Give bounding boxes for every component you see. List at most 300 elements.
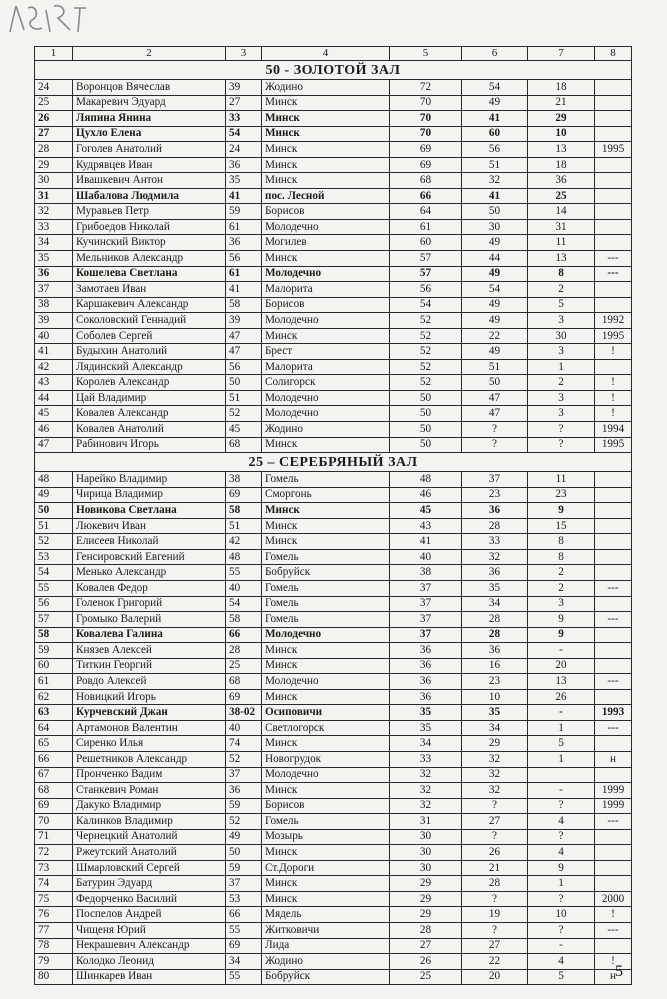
year-note-cell bbox=[595, 487, 632, 503]
age-cell: 58 bbox=[226, 297, 262, 313]
table-row bbox=[35, 612, 632, 628]
score-col7-cell: 9 bbox=[528, 612, 595, 628]
age-cell: 37 bbox=[226, 767, 262, 783]
score-col5-cell: 50 bbox=[390, 390, 462, 406]
city-cell: Минск bbox=[262, 876, 390, 892]
column-number-cell: 7 bbox=[528, 47, 595, 61]
score-col5-cell: 70 bbox=[390, 95, 462, 111]
row-number-cell: 64 bbox=[35, 720, 73, 736]
score-col5-cell: 34 bbox=[390, 736, 462, 752]
handwritten-scribble bbox=[6, 2, 116, 36]
age-cell: 49 bbox=[226, 829, 262, 845]
score-col6-cell: 47 bbox=[462, 406, 528, 422]
score-col5-cell: 25 bbox=[390, 969, 462, 985]
score-col5-cell: 60 bbox=[390, 235, 462, 251]
year-note-cell: 1995 bbox=[595, 437, 632, 453]
score-col6-cell: 21 bbox=[462, 860, 528, 876]
city-cell: пос. Лесной bbox=[262, 188, 390, 204]
table-row bbox=[35, 534, 632, 550]
section-title: 50 - ЗОЛОТОЙ ЗАЛ bbox=[35, 61, 632, 80]
age-cell: 36 bbox=[226, 157, 262, 173]
score-col7-cell: 10 bbox=[528, 126, 595, 142]
age-cell: 58 bbox=[226, 612, 262, 628]
score-col5-cell: 48 bbox=[390, 472, 462, 488]
age-cell: 47 bbox=[226, 328, 262, 344]
score-col6-cell: ? bbox=[462, 922, 528, 938]
year-note-cell bbox=[595, 204, 632, 220]
score-col6-cell: 20 bbox=[462, 969, 528, 985]
score-col5-cell: 54 bbox=[390, 297, 462, 313]
row-number-cell: 32 bbox=[35, 204, 73, 220]
score-col5-cell: 36 bbox=[390, 643, 462, 659]
table-row bbox=[35, 503, 632, 519]
city-cell: Минск bbox=[262, 95, 390, 111]
score-col5-cell: 40 bbox=[390, 549, 462, 565]
table-row bbox=[35, 126, 632, 142]
column-number-cell: 2 bbox=[73, 47, 226, 61]
participant-name-cell: Батурин Эдуард bbox=[73, 876, 226, 892]
table-row bbox=[35, 328, 632, 344]
row-number-cell: 79 bbox=[35, 954, 73, 970]
score-col6-cell: ? bbox=[462, 422, 528, 438]
participant-name-cell: Грибоедов Николай bbox=[73, 219, 226, 235]
year-note-cell: --- bbox=[595, 266, 632, 282]
score-col5-cell: 46 bbox=[390, 487, 462, 503]
year-note-cell bbox=[595, 534, 632, 550]
row-number-cell: 36 bbox=[35, 266, 73, 282]
age-cell: 69 bbox=[226, 487, 262, 503]
score-col7-cell: 18 bbox=[528, 157, 595, 173]
score-col7-cell: - bbox=[528, 643, 595, 659]
row-number-cell: 67 bbox=[35, 767, 73, 783]
row-number-cell: 78 bbox=[35, 938, 73, 954]
table-row bbox=[35, 627, 632, 643]
age-cell: 59 bbox=[226, 204, 262, 220]
score-col6-cell: 50 bbox=[462, 375, 528, 391]
table-row bbox=[35, 472, 632, 488]
year-note-cell bbox=[595, 736, 632, 752]
score-col6-cell: 32 bbox=[462, 549, 528, 565]
row-number-cell: 58 bbox=[35, 627, 73, 643]
column-number-header bbox=[35, 47, 632, 61]
row-number-cell: 55 bbox=[35, 580, 73, 596]
age-cell: 27 bbox=[226, 95, 262, 111]
participant-name-cell: Ивашкевич Антон bbox=[73, 173, 226, 189]
participant-name-cell: Люкевич Иван bbox=[73, 518, 226, 534]
age-cell: 48 bbox=[226, 549, 262, 565]
age-cell: 68 bbox=[226, 437, 262, 453]
score-col5-cell: 72 bbox=[390, 80, 462, 96]
score-col5-cell: 36 bbox=[390, 689, 462, 705]
column-number-cell: 3 bbox=[226, 47, 262, 61]
table-row bbox=[35, 658, 632, 674]
score-col7-cell: 2 bbox=[528, 580, 595, 596]
row-number-cell: 76 bbox=[35, 907, 73, 923]
year-note-cell: ! bbox=[595, 375, 632, 391]
city-cell: Минск bbox=[262, 891, 390, 907]
table-row bbox=[35, 814, 632, 830]
row-number-cell: 54 bbox=[35, 565, 73, 581]
age-cell: 69 bbox=[226, 938, 262, 954]
age-cell: 74 bbox=[226, 736, 262, 752]
score-col5-cell: 37 bbox=[390, 580, 462, 596]
score-col7-cell: 3 bbox=[528, 313, 595, 329]
table-row bbox=[35, 954, 632, 970]
age-cell: 59 bbox=[226, 860, 262, 876]
row-number-cell: 68 bbox=[35, 783, 73, 799]
year-note-cell bbox=[595, 860, 632, 876]
row-number-cell: 69 bbox=[35, 798, 73, 814]
score-col7-cell: 2 bbox=[528, 282, 595, 298]
score-col6-cell: 41 bbox=[462, 188, 528, 204]
score-col7-cell: 23 bbox=[528, 487, 595, 503]
score-col5-cell: 52 bbox=[390, 344, 462, 360]
table-row bbox=[35, 95, 632, 111]
score-col6-cell: 49 bbox=[462, 297, 528, 313]
city-cell: Ст.Дороги bbox=[262, 860, 390, 876]
score-col5-cell: 36 bbox=[390, 658, 462, 674]
score-col5-cell: 29 bbox=[390, 907, 462, 923]
city-cell: Минск bbox=[262, 126, 390, 142]
score-col5-cell: 32 bbox=[390, 783, 462, 799]
year-note-cell bbox=[595, 689, 632, 705]
score-col6-cell: 49 bbox=[462, 235, 528, 251]
row-number-cell: 60 bbox=[35, 658, 73, 674]
score-col5-cell: 57 bbox=[390, 266, 462, 282]
participant-name-cell: Новицкий Игорь bbox=[73, 689, 226, 705]
city-cell: Осиповичи bbox=[262, 705, 390, 721]
participant-name-cell: Федорченко Василий bbox=[73, 891, 226, 907]
score-col7-cell: 30 bbox=[528, 328, 595, 344]
table-row bbox=[35, 422, 632, 438]
row-number-cell: 35 bbox=[35, 251, 73, 267]
row-number-cell: 56 bbox=[35, 596, 73, 612]
year-note-cell bbox=[595, 627, 632, 643]
score-col5-cell: 29 bbox=[390, 876, 462, 892]
score-col5-cell: 33 bbox=[390, 751, 462, 767]
participant-name-cell: Князев Алексей bbox=[73, 643, 226, 659]
age-cell: 68 bbox=[226, 674, 262, 690]
score-col7-cell: 5 bbox=[528, 736, 595, 752]
score-col5-cell: 69 bbox=[390, 157, 462, 173]
score-col6-cell: 49 bbox=[462, 313, 528, 329]
participant-name-cell: Титкин Георгий bbox=[73, 658, 226, 674]
year-note-cell: ! bbox=[595, 954, 632, 970]
row-number-cell: 26 bbox=[35, 111, 73, 127]
city-cell: Жодино bbox=[262, 954, 390, 970]
participant-name-cell: Сиренко Илья bbox=[73, 736, 226, 752]
score-col5-cell: 43 bbox=[390, 518, 462, 534]
score-col5-cell: 69 bbox=[390, 142, 462, 158]
table-row bbox=[35, 783, 632, 799]
year-note-cell bbox=[595, 95, 632, 111]
year-note-cell bbox=[595, 297, 632, 313]
score-col7-cell: 1 bbox=[528, 720, 595, 736]
participant-name-cell: Каршакевич Александр bbox=[73, 297, 226, 313]
table-row bbox=[35, 580, 632, 596]
table-row bbox=[35, 313, 632, 329]
participant-name-cell: Елисеев Николай bbox=[73, 534, 226, 550]
score-col6-cell: 23 bbox=[462, 487, 528, 503]
score-col6-cell: 19 bbox=[462, 907, 528, 923]
table-row bbox=[35, 282, 632, 298]
row-number-cell: 77 bbox=[35, 922, 73, 938]
row-number-cell: 29 bbox=[35, 157, 73, 173]
table-row bbox=[35, 157, 632, 173]
age-cell: 36 bbox=[226, 235, 262, 251]
column-number-cell: 1 bbox=[35, 47, 73, 61]
age-cell: 52 bbox=[226, 751, 262, 767]
year-note-cell: --- bbox=[595, 674, 632, 690]
score-col7-cell: - bbox=[528, 783, 595, 799]
age-cell: 37 bbox=[226, 876, 262, 892]
participant-name-cell: Ляпина Янина bbox=[73, 111, 226, 127]
year-note-cell bbox=[595, 157, 632, 173]
score-col7-cell: 1 bbox=[528, 359, 595, 375]
year-note-cell: ! bbox=[595, 907, 632, 923]
row-number-cell: 31 bbox=[35, 188, 73, 204]
section-header bbox=[35, 61, 632, 80]
city-cell: Минск bbox=[262, 518, 390, 534]
row-number-cell: 57 bbox=[35, 612, 73, 628]
score-col7-cell: 4 bbox=[528, 845, 595, 861]
score-col7-cell: 13 bbox=[528, 142, 595, 158]
year-note-cell bbox=[595, 235, 632, 251]
table-row bbox=[35, 344, 632, 360]
city-cell: Солигорск bbox=[262, 375, 390, 391]
city-cell: Молодечно bbox=[262, 406, 390, 422]
age-cell: 51 bbox=[226, 518, 262, 534]
score-col5-cell: 52 bbox=[390, 375, 462, 391]
table-row bbox=[35, 891, 632, 907]
table-row bbox=[35, 860, 632, 876]
score-col7-cell: 25 bbox=[528, 188, 595, 204]
score-col5-cell: 27 bbox=[390, 938, 462, 954]
city-cell: Молодечно bbox=[262, 219, 390, 235]
year-note-cell: ! bbox=[595, 406, 632, 422]
row-number-cell: 63 bbox=[35, 705, 73, 721]
age-cell: 61 bbox=[226, 219, 262, 235]
participant-name-cell: Шабалова Людмила bbox=[73, 188, 226, 204]
row-number-cell: 41 bbox=[35, 344, 73, 360]
table-row bbox=[35, 565, 632, 581]
score-col6-cell: 51 bbox=[462, 359, 528, 375]
score-col5-cell: 30 bbox=[390, 845, 462, 861]
score-col7-cell: 15 bbox=[528, 518, 595, 534]
participant-name-cell: Поспелов Андрей bbox=[73, 907, 226, 923]
row-number-cell: 30 bbox=[35, 173, 73, 189]
score-col7-cell: 8 bbox=[528, 266, 595, 282]
score-col6-cell: 56 bbox=[462, 142, 528, 158]
city-cell: Гомель bbox=[262, 596, 390, 612]
score-col6-cell: 32 bbox=[462, 173, 528, 189]
score-col6-cell: 27 bbox=[462, 938, 528, 954]
year-note-cell: 1999 bbox=[595, 798, 632, 814]
score-col6-cell: 54 bbox=[462, 282, 528, 298]
participant-name-cell: Мельников Александр bbox=[73, 251, 226, 267]
city-cell: Гомель bbox=[262, 580, 390, 596]
table-row bbox=[35, 689, 632, 705]
score-col5-cell: 57 bbox=[390, 251, 462, 267]
score-col6-cell: 60 bbox=[462, 126, 528, 142]
row-number-cell: 65 bbox=[35, 736, 73, 752]
city-cell: Бобруйск bbox=[262, 565, 390, 581]
city-cell: Борисов bbox=[262, 798, 390, 814]
results-table bbox=[34, 46, 632, 985]
row-number-cell: 39 bbox=[35, 313, 73, 329]
table-row bbox=[35, 549, 632, 565]
table-row bbox=[35, 266, 632, 282]
participant-name-cell: Генсировский Евгений bbox=[73, 549, 226, 565]
score-col6-cell: 32 bbox=[462, 767, 528, 783]
score-col6-cell: 28 bbox=[462, 627, 528, 643]
row-number-cell: 44 bbox=[35, 390, 73, 406]
city-cell: Минск bbox=[262, 142, 390, 158]
year-note-cell: --- bbox=[595, 251, 632, 267]
city-cell: Борисов bbox=[262, 297, 390, 313]
row-number-cell: 51 bbox=[35, 518, 73, 534]
score-col6-cell: 28 bbox=[462, 518, 528, 534]
age-cell: 54 bbox=[226, 126, 262, 142]
participant-name-cell: Некрашевич Александр bbox=[73, 938, 226, 954]
score-col7-cell: 11 bbox=[528, 472, 595, 488]
score-col6-cell: 10 bbox=[462, 689, 528, 705]
score-col7-cell: 26 bbox=[528, 689, 595, 705]
table-row bbox=[35, 111, 632, 127]
score-col6-cell: 34 bbox=[462, 720, 528, 736]
table-row bbox=[35, 736, 632, 752]
row-number-cell: 75 bbox=[35, 891, 73, 907]
year-note-cell bbox=[595, 219, 632, 235]
row-number-cell: 70 bbox=[35, 814, 73, 830]
age-cell: 25 bbox=[226, 658, 262, 674]
age-cell: 66 bbox=[226, 627, 262, 643]
year-note-cell: н bbox=[595, 969, 632, 985]
score-col6-cell: 33 bbox=[462, 534, 528, 550]
city-cell: Борисов bbox=[262, 204, 390, 220]
age-cell: 58 bbox=[226, 503, 262, 519]
year-note-cell: ! bbox=[595, 344, 632, 360]
age-cell: 56 bbox=[226, 359, 262, 375]
city-cell: Светлогорск bbox=[262, 720, 390, 736]
table-row bbox=[35, 798, 632, 814]
score-col5-cell: 52 bbox=[390, 313, 462, 329]
score-col6-cell: 29 bbox=[462, 736, 528, 752]
score-col6-cell: 32 bbox=[462, 751, 528, 767]
score-col5-cell: 37 bbox=[390, 596, 462, 612]
score-col5-cell: 56 bbox=[390, 282, 462, 298]
table-row bbox=[35, 80, 632, 96]
city-cell: Минск bbox=[262, 736, 390, 752]
year-note-cell bbox=[595, 658, 632, 674]
city-cell: Молодечно bbox=[262, 767, 390, 783]
city-cell: Гомель bbox=[262, 472, 390, 488]
participant-name-cell: Рабинович Игорь bbox=[73, 437, 226, 453]
city-cell: Минск bbox=[262, 173, 390, 189]
score-col7-cell: ? bbox=[528, 829, 595, 845]
score-col7-cell: ? bbox=[528, 798, 595, 814]
score-col7-cell: 4 bbox=[528, 954, 595, 970]
participant-name-cell: Курчевский Джан bbox=[73, 705, 226, 721]
participant-name-cell: Замотаев Иван bbox=[73, 282, 226, 298]
score-col6-cell: ? bbox=[462, 829, 528, 845]
score-col7-cell: 3 bbox=[528, 596, 595, 612]
age-cell: 39 bbox=[226, 313, 262, 329]
score-col6-cell: 47 bbox=[462, 390, 528, 406]
age-cell: 50 bbox=[226, 845, 262, 861]
participant-name-cell: Колодко Леонид bbox=[73, 954, 226, 970]
table-row bbox=[35, 173, 632, 189]
score-col7-cell: 9 bbox=[528, 503, 595, 519]
participant-name-cell: Артамонов Валентин bbox=[73, 720, 226, 736]
city-cell: Молодечно bbox=[262, 390, 390, 406]
score-col6-cell: 49 bbox=[462, 95, 528, 111]
participant-name-cell: Соболев Сергей bbox=[73, 328, 226, 344]
participant-name-cell: Ковалев Анатолий bbox=[73, 422, 226, 438]
row-number-cell: 33 bbox=[35, 219, 73, 235]
participant-name-cell: Лядинский Александр bbox=[73, 359, 226, 375]
participant-name-cell: Станкевич Роман bbox=[73, 783, 226, 799]
score-col5-cell: 68 bbox=[390, 173, 462, 189]
table-row bbox=[35, 375, 632, 391]
score-col7-cell: 18 bbox=[528, 80, 595, 96]
age-cell: 45 bbox=[226, 422, 262, 438]
year-note-cell: 1993 bbox=[595, 705, 632, 721]
row-number-cell: 25 bbox=[35, 95, 73, 111]
score-col6-cell: 23 bbox=[462, 674, 528, 690]
score-col6-cell: 36 bbox=[462, 565, 528, 581]
table-row bbox=[35, 188, 632, 204]
participant-name-cell: Воронцов Вячеслав bbox=[73, 80, 226, 96]
participant-name-cell: Кучинский Виктор bbox=[73, 235, 226, 251]
participant-name-cell: Ровдо Алексей bbox=[73, 674, 226, 690]
score-col6-cell: 36 bbox=[462, 643, 528, 659]
age-cell: 38-02 bbox=[226, 705, 262, 721]
score-col5-cell: 61 bbox=[390, 219, 462, 235]
year-note-cell: 1999 bbox=[595, 783, 632, 799]
score-col7-cell: - bbox=[528, 938, 595, 954]
score-col6-cell: 26 bbox=[462, 845, 528, 861]
participant-name-cell: Чернецкий Анатолий bbox=[73, 829, 226, 845]
score-col5-cell: 37 bbox=[390, 612, 462, 628]
score-col6-cell: 44 bbox=[462, 251, 528, 267]
score-col6-cell: ? bbox=[462, 891, 528, 907]
score-col5-cell: 70 bbox=[390, 126, 462, 142]
year-note-cell bbox=[595, 643, 632, 659]
row-number-cell: 73 bbox=[35, 860, 73, 876]
year-note-cell: --- bbox=[595, 720, 632, 736]
age-cell: 54 bbox=[226, 596, 262, 612]
score-col6-cell: ? bbox=[462, 798, 528, 814]
participant-name-cell: Кудрявцев Иван bbox=[73, 157, 226, 173]
score-col7-cell: 1 bbox=[528, 751, 595, 767]
score-col7-cell: 11 bbox=[528, 235, 595, 251]
city-cell: Гомель bbox=[262, 814, 390, 830]
column-number-cell: 6 bbox=[462, 47, 528, 61]
table-row bbox=[35, 767, 632, 783]
age-cell: 28 bbox=[226, 643, 262, 659]
participant-name-cell: Шинкарев Иван bbox=[73, 969, 226, 985]
score-col6-cell: 36 bbox=[462, 503, 528, 519]
year-note-cell bbox=[595, 173, 632, 189]
city-cell: Малорита bbox=[262, 282, 390, 298]
score-col5-cell: 64 bbox=[390, 204, 462, 220]
city-cell: Минск bbox=[262, 783, 390, 799]
row-number-cell: 34 bbox=[35, 235, 73, 251]
column-number-cell: 8 bbox=[595, 47, 632, 61]
score-col7-cell: 20 bbox=[528, 658, 595, 674]
age-cell: 66 bbox=[226, 907, 262, 923]
